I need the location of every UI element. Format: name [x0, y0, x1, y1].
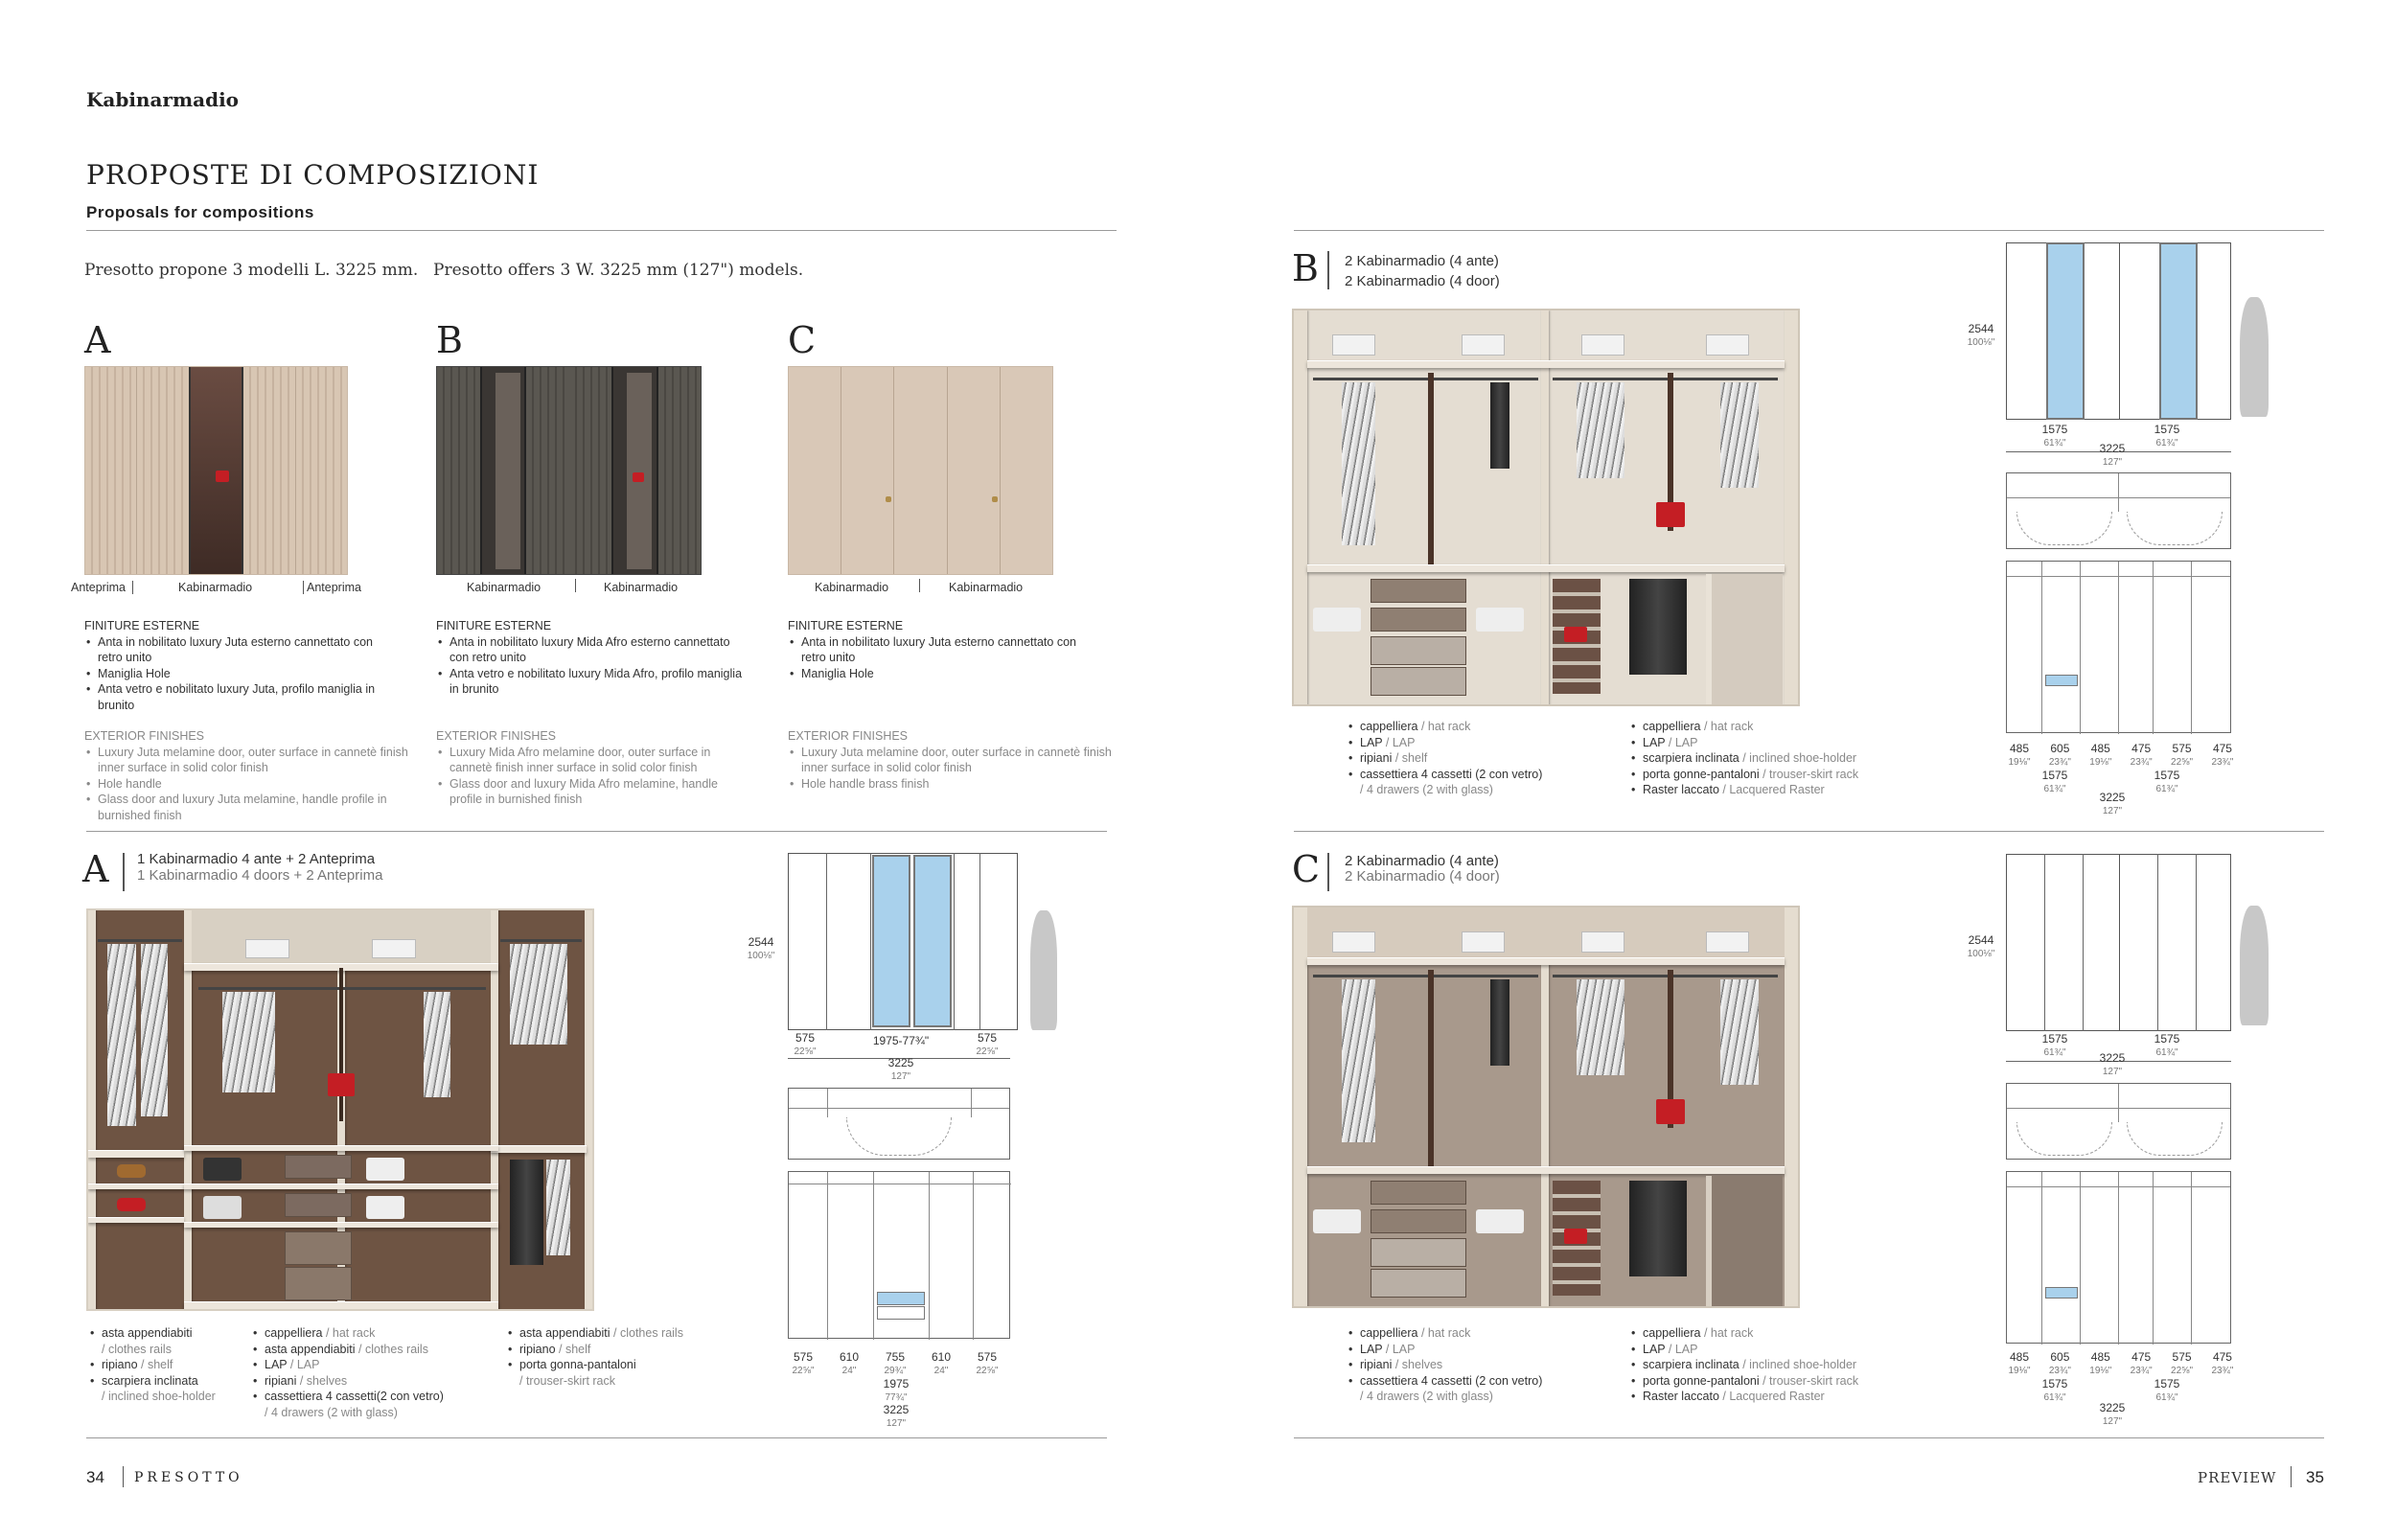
model-letter-c: C [788, 319, 817, 361]
comp-c-front-elevation [1967, 851, 2238, 1033]
comp-c-section-view [2006, 1171, 2231, 1344]
comp-b-title-it: 2 Kabinarmadio (4 ante) [1345, 253, 1499, 269]
dim-a-p2-in: 24" [841, 1366, 857, 1376]
human-scale-figure [2240, 906, 2269, 1025]
divider [1294, 1437, 2324, 1438]
label-anteprima-left: Anteprima [71, 581, 126, 594]
dim-c-height-in: 100⅛" [1967, 949, 1995, 959]
label-kabinarmadio-c2: Kabinarmadio [949, 581, 1024, 594]
dim-b-half1: 1575 [2041, 423, 2068, 436]
comp-a-title-en: 1 Kabinarmadio 4 doors + 2 Anteprima [137, 867, 383, 884]
comp-c-title-en: 2 Kabinarmadio (4 door) [1345, 868, 1500, 885]
page-title: PROPOSTE DI COMPOSIZIONI [86, 159, 540, 191]
human-scale-figure [2240, 297, 2269, 417]
model-letter-b: B [436, 319, 463, 361]
comp-b-legend-col1: • cappelliera / hat rack • LAP / LAP • ripiani / shelf • cassettiera 4 cassetti (2 con vetro) / 4 drawers (2 with glass) [1347, 719, 1634, 798]
dim-a-p1-in: 22⅝" [792, 1366, 815, 1376]
finishes-it-b: FINITURE ESTERNE • Anta in nobilitato luxury Mida Afro esterno cannettato con retro unito • Anta vetro e nobilitato luxury Mida Afro, profilo maniglia in brunito [436, 618, 743, 698]
comp-a-title-it: 1 Kabinarmadio 4 ante + 2 Anteprima [137, 851, 376, 867]
label-anteprima-right: Anteprima [307, 581, 361, 594]
divider [1294, 230, 2324, 231]
dim-a-mid-in: 77¾" [885, 1392, 908, 1403]
dim-a-total: 3225 [887, 1056, 914, 1069]
dim-a-total-in: 127" [890, 1071, 911, 1082]
model-letter-a: A [84, 319, 111, 361]
page-number-right: 35 [2306, 1468, 2324, 1486]
comp-b-title-en: 2 Kabinarmadio (4 door) [1345, 273, 1500, 289]
dim-a-w1-in: 22⅝" [794, 1046, 817, 1057]
dim-a-wmid: 1975-77¾" [872, 1034, 930, 1047]
dim-b-total: 3225 [2099, 442, 2126, 455]
comp-a-section-view [788, 1171, 1010, 1339]
comp-c-bottom-dims: 485 19⅛" 605 23¾" 485 19⅛" 475 23¾" 575 22⅝" 475 23¾" [2008, 1350, 2234, 1376]
comp-a-legend-col2: • cappelliera / hat rack • asta appendiabiti / clothes rails • LAP / LAP • ripiani / shelves • cassettiera 4 cassetti(2 con vetro) / 4 drawers (2 with glass) [251, 1325, 500, 1421]
comp-c-legend-col1: • cappelliera / hat rack • LAP / LAP • ripiani / shelves • cassettiera 4 cassetti (2 con vetro) / 4 drawers (2 with glass) [1347, 1325, 1634, 1405]
finishes-it-c: FINITURE ESTERNE • Anta in nobilitato luxury Juta esterno cannettato con retro unito • Maniglia Hole [788, 618, 1094, 681]
label-kabinarmadio: Kabinarmadio [178, 581, 253, 594]
dim-b-height: 2544 [1968, 322, 1994, 335]
footer-preview-label: PREVIEW [2198, 1469, 2277, 1486]
dim-a-tot2-in: 127" [886, 1418, 907, 1429]
finishes-en-c: EXTERIOR FINISHES • Luxury Juta melamine door, outer surface in cannetè finish inner surface in solid color finish • Hole handle brass finish [788, 728, 1114, 792]
footer-brand: PRESOTTO [134, 1470, 243, 1485]
dim-a-p1: 575 [793, 1350, 814, 1364]
divider [86, 230, 1117, 231]
dim-a-p5-in: 22⅝" [976, 1366, 999, 1376]
divider [1294, 831, 2324, 832]
comp-b-section-view [2006, 561, 2231, 733]
dim-b-half2: 1575 [2154, 423, 2180, 436]
dim-a-p4: 610 [931, 1350, 952, 1364]
divider [86, 1437, 1107, 1438]
label-kabinarmadio-b1: Kabinarmadio [467, 581, 541, 594]
comp-a-legend-col3: • asta appendiabiti / clothes rails • ripiano / shelf • porta gonna-pantaloni / trouser-skirt rack [506, 1325, 736, 1389]
dim-a-w3-in: 22⅝" [976, 1046, 999, 1057]
intro-en: Presotto offers 3 W. 3225 mm (127") models. [433, 261, 804, 280]
comp-b-interior-render [1292, 309, 1800, 706]
finishes-en-b: EXTERIOR FINISHES • Luxury Mida Afro melamine door, outer surface in cannetè finish inner surface in solid color finish • Glass door and luxury Mida Afro melamine, handle profile in burnished finish [436, 728, 743, 808]
comp-c-legend-col2: • cappelliera / hat rack • LAP / LAP • scarpiera inclinata / inclined shoe-holder • porta gonne-pantaloni / trouser-skirt rack • Raster laccato / Lacquered Raster [1629, 1325, 1946, 1405]
page-number-left: 34 [86, 1468, 104, 1486]
comp-c-letter: C [1292, 848, 1321, 890]
model-a-image [84, 366, 348, 575]
comp-b-front-elevation [1967, 240, 2238, 422]
dim-b-total-in: 127" [2102, 457, 2123, 468]
comp-c-plan-view [2006, 1083, 2231, 1160]
dim-a-mid: 1975 [883, 1377, 910, 1391]
dim-a-w3: 575 [977, 1031, 998, 1045]
label-kabinarmadio-c1: Kabinarmadio [815, 581, 889, 594]
dim-a-p5: 575 [977, 1350, 998, 1364]
comp-b-plan-view [2006, 472, 2231, 549]
dim-b-height-in: 100⅛" [1967, 337, 1995, 348]
label-kabinarmadio-b2: Kabinarmadio [604, 581, 679, 594]
comp-a-legend-col1: • asta appendiabiti / clothes rails • ripiano / shelf • scarpiera inclinata / inclined shoe-holder [88, 1325, 261, 1405]
comp-a-interior-render [86, 908, 594, 1311]
dim-a-p2: 610 [839, 1350, 860, 1364]
dim-height: 2544 [748, 935, 774, 949]
dim-a-p4-in: 24" [933, 1366, 949, 1376]
dim-b-half1-in: 61¾" [2043, 438, 2066, 448]
dim-a-w1: 575 [795, 1031, 816, 1045]
dim-a-p3-in: 29¾" [884, 1366, 907, 1376]
dim-b-half2-in: 61¾" [2155, 438, 2178, 448]
page-subtitle: Proposals for compositions [86, 203, 314, 221]
brand-title: Kabinarmadio [86, 88, 240, 111]
comp-b-letter: B [1292, 247, 1319, 289]
comp-a-letter: A [82, 848, 109, 890]
comp-a-plan-view [788, 1088, 1010, 1160]
comp-c-title-it: 2 Kabinarmadio (4 ante) [1345, 853, 1499, 869]
model-c-image [788, 366, 1053, 575]
dim-height-in: 100⅛" [747, 951, 775, 961]
dim-a-tot2: 3225 [883, 1403, 910, 1416]
comp-a-front-elevation [738, 853, 1064, 1035]
dim-c-height: 2544 [1968, 933, 1994, 947]
intro-it: Presotto propone 3 modelli L. 3225 mm. [84, 261, 419, 280]
dim-a-p3: 755 [885, 1350, 906, 1364]
divider [86, 831, 1107, 832]
comp-b-legend-col2: • cappelliera / hat rack • LAP / LAP • scarpiera inclinata / inclined shoe-holder • porta gonne-pantaloni / trouser-skirt rack • Raster laccato / Lacquered Raster [1629, 719, 1946, 798]
finishes-en-a: EXTERIOR FINISHES • Luxury Juta melamine door, outer surface in cannetè finish inner surface in solid color finish • Hole handle • Glass door and luxury Juta melamine, handle profile in burnished finish [84, 728, 410, 824]
comp-b-bottom-dims: 485 19⅛" 605 23¾" 485 19⅛" 475 23¾" 575 22⅝" 475 23¾" [2008, 742, 2234, 768]
comp-c-interior-render [1292, 906, 1800, 1308]
finishes-it-a: FINITURE ESTERNE • Anta in nobilitato luxury Juta esterno cannettato con retro unito • Maniglia Hole • Anta vetro e nobilitato luxury Juta, profilo maniglia in brunito [84, 618, 391, 714]
model-b-image [436, 366, 702, 575]
